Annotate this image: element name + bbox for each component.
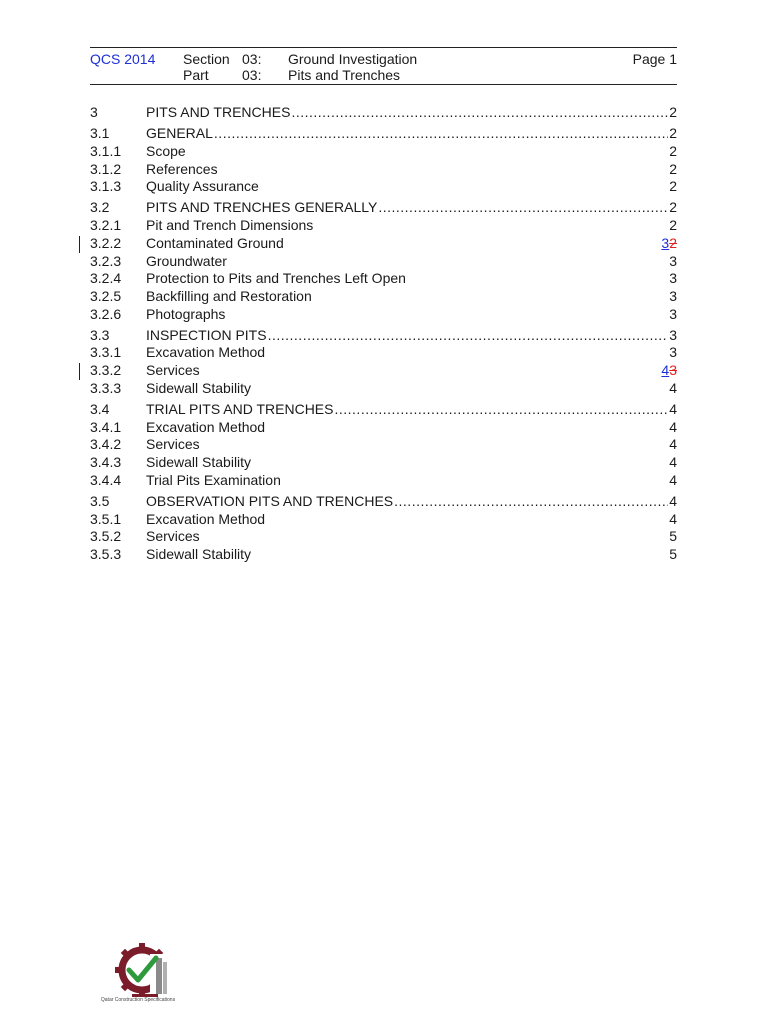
toc-title: GENERAL — [146, 125, 213, 142]
toc-row[interactable] — [90, 125, 677, 143]
toc-row[interactable] — [90, 306, 677, 324]
toc-row[interactable] — [90, 511, 677, 529]
toc-number: 3.4.3 — [90, 454, 122, 471]
toc-row[interactable] — [90, 401, 677, 419]
toc-page-number: 4 — [669, 401, 677, 417]
toc-number: 3.3.3 — [90, 379, 122, 396]
section-number: 03: — [242, 51, 262, 67]
toc-row[interactable] — [90, 327, 677, 345]
toc-page-number — [661, 362, 677, 380]
logo-caption: Qatar Construction Specifications — [100, 997, 176, 1003]
toc-title: Contaminated Ground — [146, 234, 284, 251]
toc-page-number: 5 — [669, 528, 677, 545]
toc-title: Backfilling and Restoration — [146, 287, 312, 304]
toc-title: Protection to Pits and Trenches Left Open — [146, 270, 406, 287]
toc-row[interactable] — [90, 454, 677, 472]
table-of-contents — [90, 104, 677, 564]
toc-number: 3.5 — [90, 492, 110, 509]
toc-row[interactable] — [90, 235, 677, 253]
toc-page-number: 2 — [669, 217, 677, 234]
toc-page-number: 3 — [669, 344, 677, 361]
toc-number: 3.3.1 — [90, 344, 122, 361]
toc-row[interactable] — [90, 362, 677, 380]
toc-page-number: 4 — [669, 379, 677, 396]
toc-row[interactable] — [90, 104, 677, 122]
toc-number: 3.2.6 — [90, 305, 122, 322]
toc-title: TRIAL PITS AND TRENCHES — [146, 401, 334, 417]
toc-row[interactable] — [90, 270, 677, 288]
toc-title: Sidewall Stability — [146, 546, 252, 562]
toc-number: 3.4.4 — [90, 471, 122, 488]
toc-title: Services — [146, 362, 200, 379]
page-number: Page 1 — [632, 51, 677, 67]
toc-title: Services — [146, 436, 200, 453]
toc-number: 3.4.1 — [90, 418, 122, 435]
toc-row[interactable] — [90, 419, 677, 437]
toc-number: 3.2.1 — [90, 217, 122, 234]
toc-row[interactable] — [90, 217, 677, 235]
part-number: 03: — [242, 67, 262, 83]
toc-title: Quality Assurance — [146, 178, 259, 195]
part-key: Part — [183, 67, 209, 83]
toc-number: 3.2 — [90, 199, 110, 216]
toc-dot-leader — [394, 493, 668, 511]
toc-row[interactable] — [90, 380, 677, 398]
toc-page-number: 3 — [669, 326, 677, 343]
toc-page-number: 3 — [669, 305, 677, 322]
toc-page-number: 5 — [669, 546, 677, 562]
toc-row[interactable] — [90, 161, 677, 179]
toc-dot-leader — [378, 199, 668, 217]
inserted-page-number: 3 — [661, 234, 670, 251]
toc-row[interactable] — [90, 199, 677, 217]
toc-title: INSPECTION PITS — [146, 326, 267, 343]
toc-number: 3.2.5 — [90, 287, 122, 304]
toc-page-number: 2 — [669, 178, 677, 195]
toc-dot-leader — [291, 104, 668, 122]
deleted-page-number: 3 — [669, 362, 677, 379]
toc-page-number: 4 — [669, 418, 677, 435]
revision-change-bar — [79, 363, 80, 380]
toc-dot-leader — [334, 401, 668, 419]
toc-page-number: 4 — [669, 471, 677, 488]
toc-page-number: 2 — [669, 199, 677, 216]
toc-title: Excavation Method — [146, 418, 266, 435]
toc-number: 3.2.3 — [90, 252, 122, 269]
toc-title: Pit and Trench Dimensions — [146, 217, 314, 234]
inserted-page-number: 4 — [661, 362, 670, 379]
document-code: QCS 2014 — [90, 51, 156, 67]
toc-number: 3.4 — [90, 401, 110, 417]
toc-row[interactable] — [90, 178, 677, 196]
section-title: Ground Investigation — [288, 51, 418, 67]
toc-title: Excavation Method — [146, 344, 266, 361]
toc-row[interactable] — [90, 546, 677, 564]
toc-dot-leader — [214, 125, 668, 143]
toc-row[interactable] — [90, 143, 677, 161]
toc-title: PITS AND TRENCHES — [146, 104, 291, 120]
toc-row[interactable] — [90, 436, 677, 454]
toc-page-number: 3 — [669, 287, 677, 304]
toc-page-number: 4 — [669, 492, 677, 509]
section-key: Section — [183, 51, 230, 67]
toc-number: 3.1.2 — [90, 160, 122, 177]
toc-number: 3.1.3 — [90, 178, 122, 195]
toc-number: 3.2.4 — [90, 270, 122, 287]
toc-number: 3.5.1 — [90, 510, 122, 527]
toc-title: Services — [146, 528, 200, 545]
toc-number: 3.3 — [90, 326, 110, 343]
toc-number: 3.1 — [90, 125, 110, 142]
toc-row[interactable] — [90, 528, 677, 546]
toc-title: PITS AND TRENCHES GENERALLY — [146, 199, 378, 216]
toc-title: Sidewall Stability — [146, 454, 252, 471]
toc-row[interactable] — [90, 288, 677, 306]
toc-page-number: 2 — [669, 104, 677, 120]
toc-dot-leader — [268, 327, 669, 345]
toc-number: 3.3.2 — [90, 362, 122, 379]
toc-number: 3.5.2 — [90, 528, 122, 545]
toc-title: Sidewall Stability — [146, 379, 252, 396]
toc-row[interactable] — [90, 493, 677, 511]
toc-page-number: 4 — [669, 436, 677, 453]
toc-title: Excavation Method — [146, 510, 266, 527]
toc-number: 3 — [90, 104, 98, 120]
toc-number: 3.1.1 — [90, 142, 122, 159]
toc-page-number: 3 — [669, 270, 677, 287]
toc-title: Groundwater — [146, 252, 227, 269]
toc-page-number: 2 — [669, 125, 677, 142]
toc-title: Scope — [146, 142, 186, 159]
toc-page-number: 4 — [669, 454, 677, 471]
page-header — [90, 50, 677, 85]
part-title: Pits and Trenches — [288, 67, 401, 83]
toc-page-number: 2 — [669, 160, 677, 177]
revision-change-bar — [79, 236, 80, 253]
header-top-rule — [90, 47, 677, 48]
toc-row[interactable] — [90, 253, 677, 271]
toc-page-number: 4 — [669, 510, 677, 527]
toc-number: 3.4.2 — [90, 436, 122, 453]
toc-number: 3.5.3 — [90, 546, 122, 562]
toc-row[interactable] — [90, 344, 677, 362]
toc-page-number: 2 — [669, 142, 677, 159]
toc-title: References — [146, 160, 218, 177]
toc-page-number: 3 — [669, 252, 677, 269]
header-bottom-rule — [90, 84, 677, 85]
toc-page-number — [661, 235, 677, 253]
toc-row[interactable] — [90, 472, 677, 490]
toc-title: OBSERVATION PITS AND TRENCHES — [146, 492, 394, 509]
toc-number: 3.2.2 — [90, 234, 122, 251]
toc-title: Trial Pits Examination — [146, 471, 281, 488]
toc-title: Photographs — [146, 305, 226, 322]
deleted-page-number: 2 — [669, 234, 677, 251]
